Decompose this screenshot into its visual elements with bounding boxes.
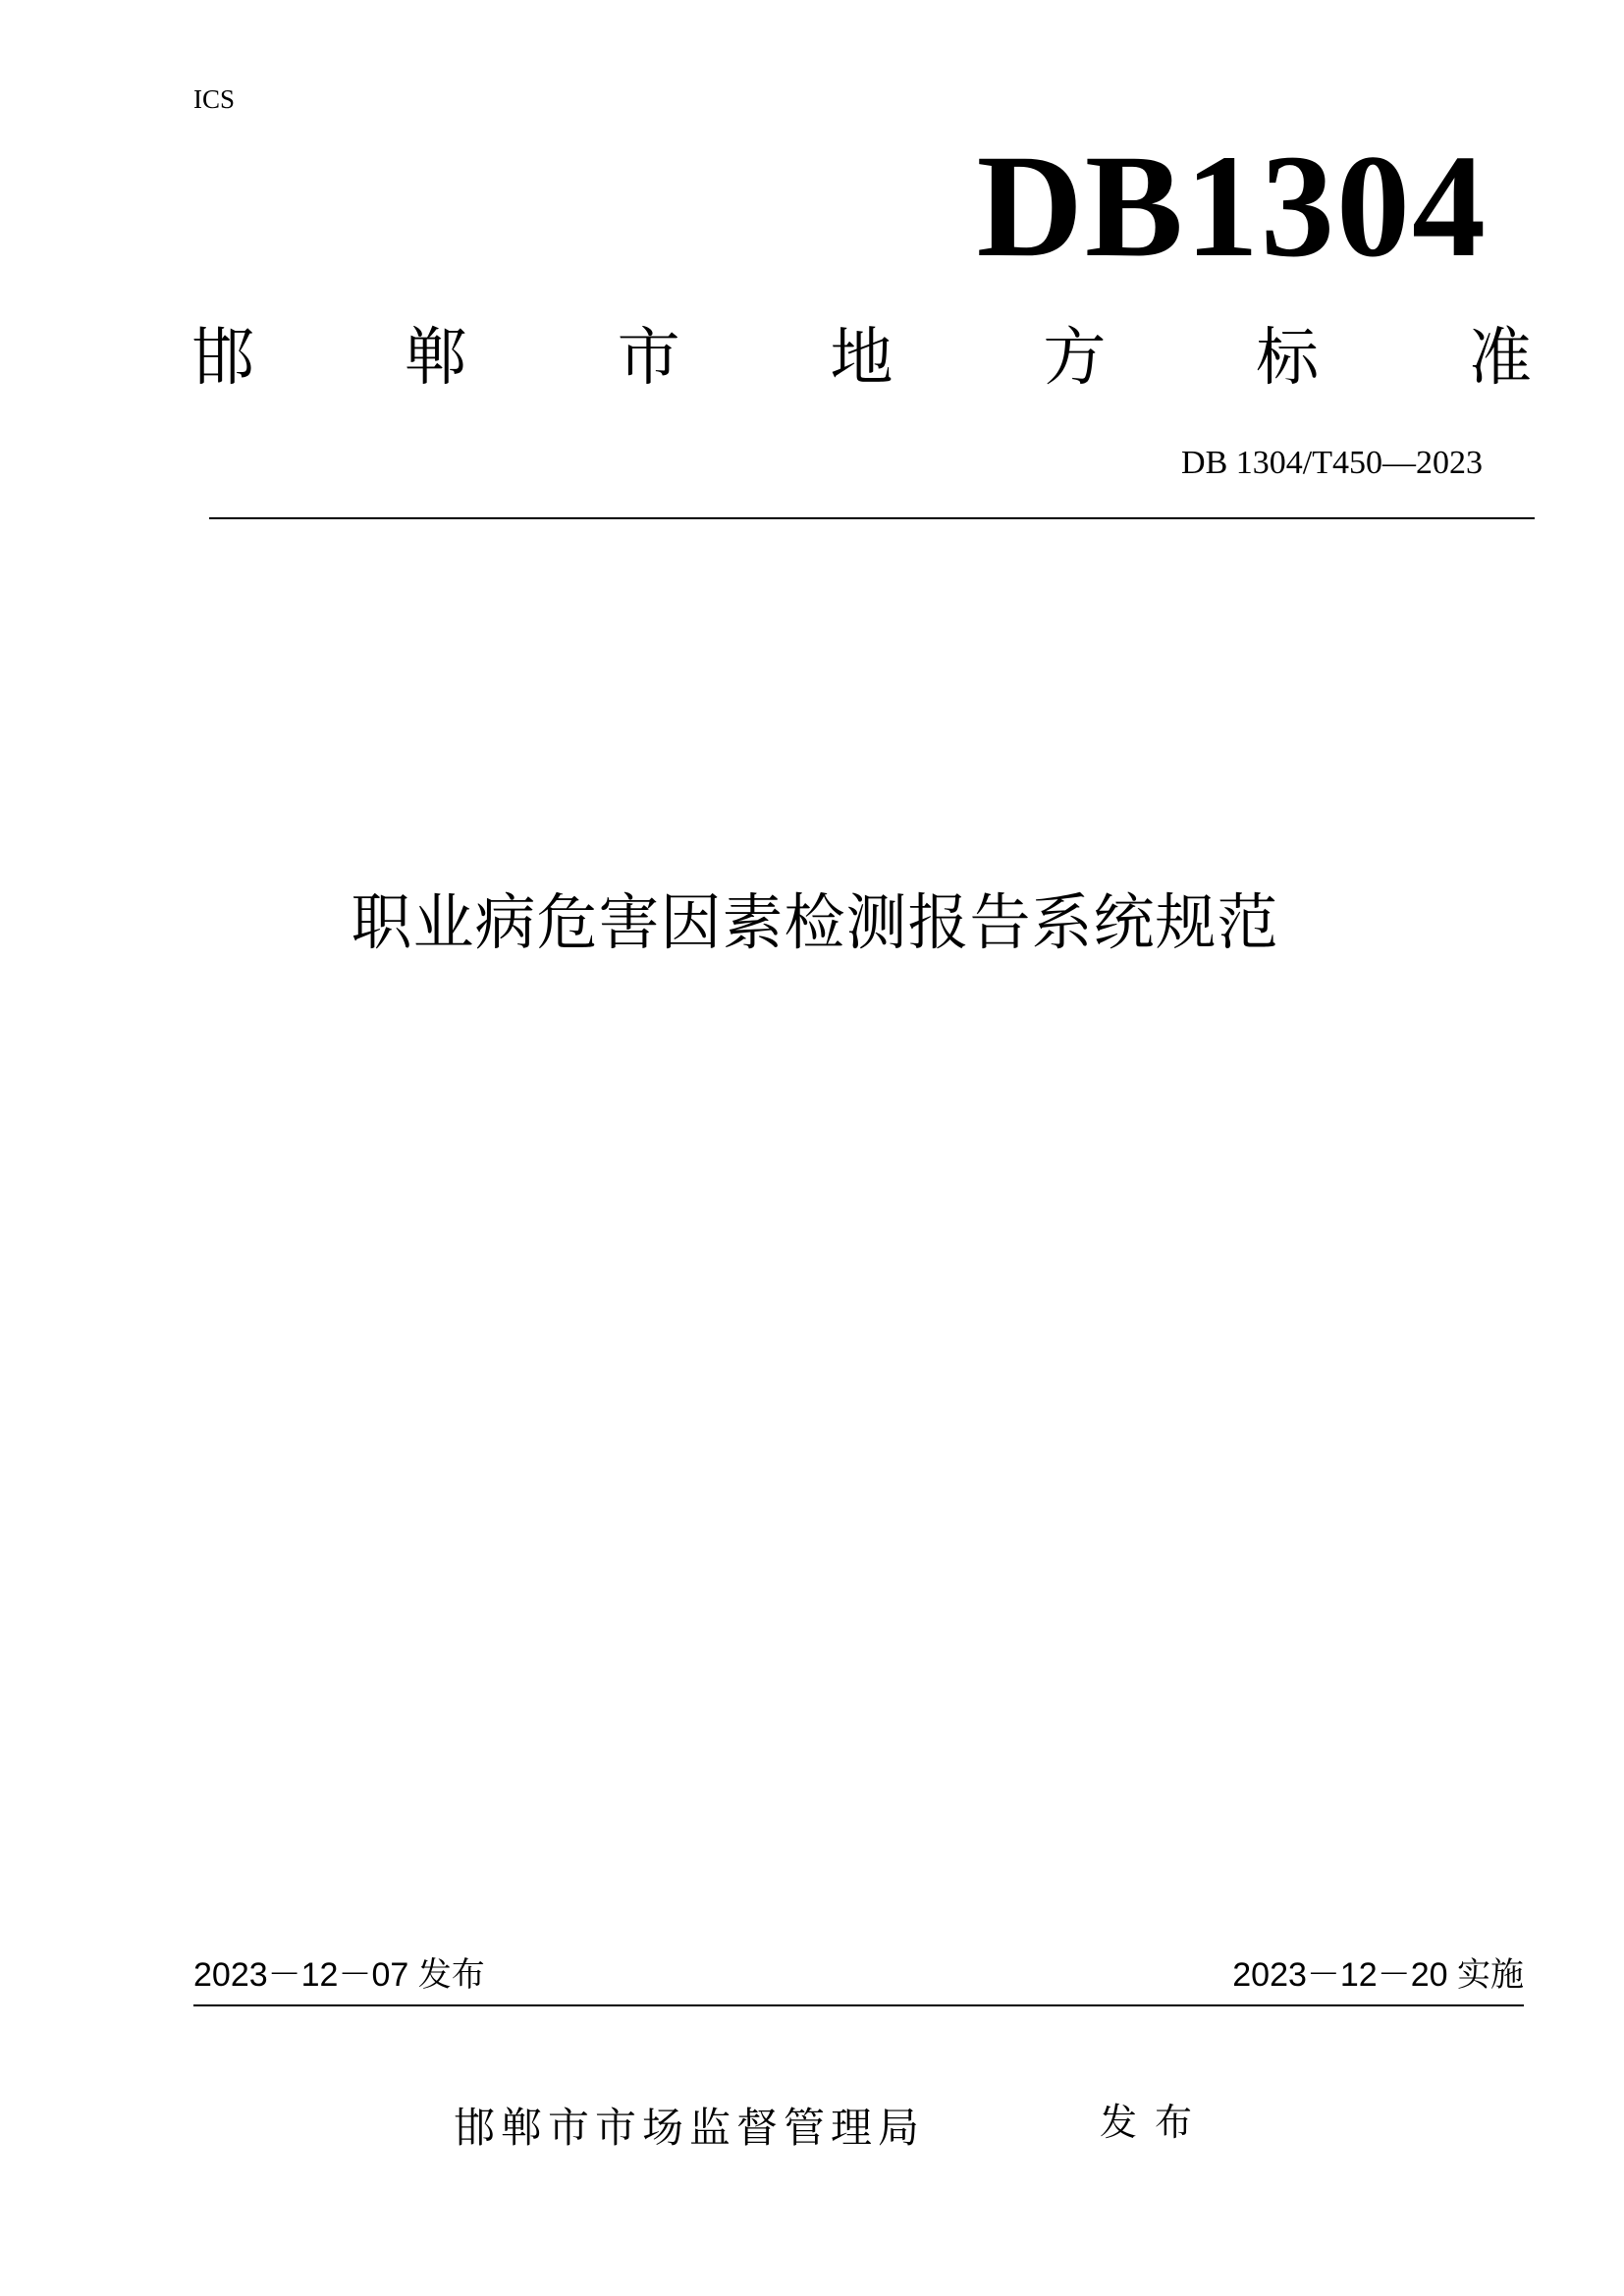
header-divider [209,517,1535,519]
standard-type-char: 市 [617,322,680,395]
implement-date: 2023－12－20 实施 [1232,1956,1524,1994]
standard-type-char: 标 [1256,322,1320,395]
standard-type-char: 准 [1468,322,1532,395]
standard-type-char: 邯 [191,322,254,395]
standard-type-heading [191,314,1532,402]
publish-date: 2023－12－07 发布 [193,1956,485,1994]
issue-label: 发布 [1100,2101,1211,2144]
standard-number: DB 1304/T450—2023 [1181,445,1483,481]
footer-divider [193,2004,1524,2006]
standard-type-char: 郸 [404,322,467,395]
standard-type-char: 地 [830,322,893,395]
standard-type-char: 方 [1043,322,1107,395]
document-title: 职业病危害因素检测报告系统规范 [351,886,1279,958]
db-code: DB1304 [976,125,1488,288]
issuing-authority: 邯郸市市场监督管理局 [454,2104,926,2152]
ics-label: ICS [193,84,236,114]
